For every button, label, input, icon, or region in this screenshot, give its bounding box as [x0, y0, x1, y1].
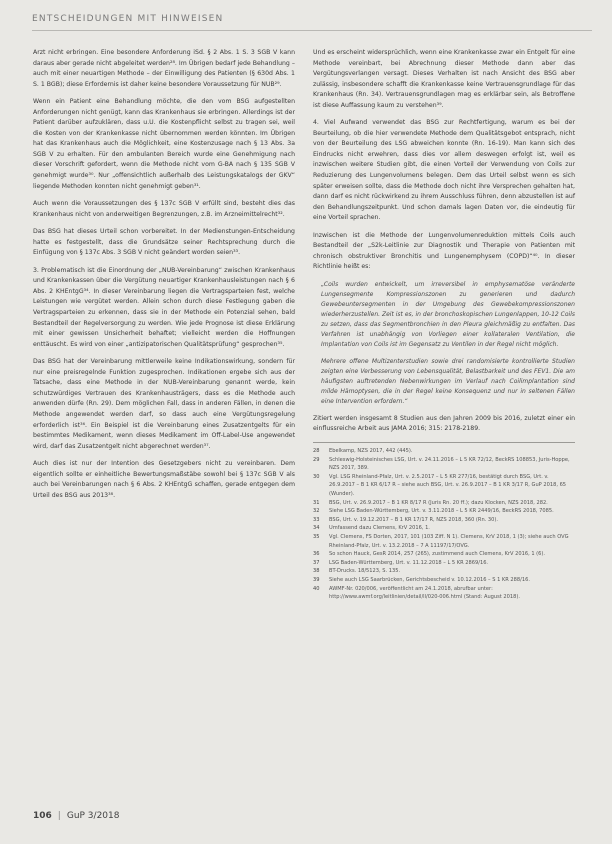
footnote-number: 35 — [313, 533, 320, 540]
footnote — [313, 499, 575, 508]
paragraph: Zitiert werden insgesamt 8 Studien aus den Jahren 2009 bis 2016, zuletzt einer ein einflussreiche Arbeit aus JAMA 2016; 315: 2178-2189. — [313, 414, 575, 433]
footnote-number: 38 — [313, 568, 320, 575]
footnote — [313, 456, 575, 473]
footnote-text: LSG Baden-Württemberg, Urt. v. 11.12.2018 – L 5 KR 2869/16. — [329, 559, 489, 566]
footnote-text: BT-Drucks. 18/5123, S. 135. — [329, 568, 401, 575]
guideline-quote: „Coils wurden entwickelt, um irreversibel in emphysematöse veränderte Lungensegmente Kompressionszonen zu generieren und dadurch Gewebeuntersegmenten in der Umgebung des Gewebekompressionszonen wiederherzustellen. Zeit ist es, in der bronchoskopischen Lungenlappen, 10-12 Coils zu setzen, dass das Segmentbronchien in den Pleura gleichmäßig zu entfalten. Das Verfahren ist unabhängig von Vorliegen einer kollateralen Ventilation, die Implantation von Coils ist im Gegensatz zu Ventilen in der Regel nicht möglich. — [321, 280, 575, 348]
footnote-number: 32 — [313, 508, 320, 515]
footnote-number: 39 — [313, 576, 320, 583]
footnote-number: 28 — [313, 448, 320, 455]
footnote-number: 30 — [313, 473, 320, 480]
footnote — [313, 524, 575, 533]
footnote — [313, 516, 575, 525]
footnote — [313, 533, 575, 550]
footnote — [313, 550, 575, 559]
footnote — [313, 585, 575, 602]
section-header: ENTSCHEIDUNGEN MIT HINWEISEN — [32, 14, 592, 31]
footnote-text: Vgl. LSG Rheinland-Pfalz, Urt. v. 2.5.2017 – L 5 KR 277/16, bestätigt durch BSG, Urt. v. 26.9.2017 – B 1 KR 6/17 R – siehe auch BSG, Urt. v. 26.9.2017 – B 1 KR 3/17 R, GuP 2018, 65 (Wunder). — [329, 473, 567, 497]
footnote-text: Siehe LSG Baden-Württemberg, Urt. v. 3.11.2018 – L 5 KR 2449/16, BeckRS 2018, 7085. — [329, 508, 554, 515]
paragraph: 4. Viel Aufwand verwendet das BSG zur Rechtfertigung, warum es bei der Beurteilung, ob die hier verwendete Methode dem Qualitätsgebot entsprach, nicht von der Beurteilung des LSG abweichen konnte (Rn. 16-19). Man kann sich des Eindrucks nicht erwehren, dass dies vor allem deswegen erfolgt ist, weil es inzwischen weitere Studien gibt, die einen Vorteil der Verwendung von Coils zur Reduzierung des Lungenvolumens belegen. Dem das Urteil selbst wenn es sich später erweisen sollte, dass die Methode doch nicht ihre Versprechen gehalten hat, dann darf es nicht rückwirkend zu ihrem Ausschluss führen, denn abzustellen ist auf den Behandlungszeitpunkt. Und schon damals lagen Daten vor, die eindeutig für eine Vorteil sprachen. — [313, 119, 575, 222]
footnote-number: 40 — [313, 585, 320, 592]
footnote-number: 31 — [313, 499, 320, 506]
paragraph: Das BSG hat dieses Urteil schon vorbereitet. In der Medienstungen-Entscheidung hatte es festgestellt, dass die Grundsätze seiner Rechtsprechung durch die Einfügung von § 137c Abs. 3 SGB V nicht geändert worden seien³³. — [33, 228, 295, 257]
footnote-number: 34 — [313, 525, 320, 532]
footnote — [313, 473, 575, 499]
paragraph: Inzwischen ist die Methode der Lungenvolumenreduktion mittels Coils auch Bestandteil der „S2k-Leitlinie zur Diagnostik und Therapie von Patienten mit chronisch obstruktiver Bronchitis und Lungenemphysem (COPD)“⁴⁰. In dieser Richtlinie heißt es: — [313, 231, 575, 271]
paragraph: Auch dies ist nur der Intention des Gesetzgebers nicht zu vereinbaren. Dem eigentlich sollte er einheitliche Bewertungsmaßstäbe sowohl bei § 137c SGB V als auch bei Vereinbarungen nach § 6 Abs. 2 KHEntgG schaffen, gerade entgegen dem Urteil des BSG aus 2013³⁸. — [33, 460, 295, 499]
footnote-number: 29 — [313, 456, 320, 463]
footnote-text: BSG, Urt. v. 19.12.2017 – B 1 KR 17/17 R, NZS 2018, 360 (Rn. 30). — [329, 516, 499, 523]
page-footer — [33, 811, 119, 821]
footnote-number: 33 — [313, 516, 320, 523]
footnotes — [313, 442, 575, 602]
paragraph: Wenn ein Patient eine Behandlung möchte, die den vom BSG aufgestellten Anforderungen nicht genügt, kann das Krankenhaus sie erbringen. Allerdings ist der Patient darüber aufzuklären, dass u.U. die Kostenpflicht selbst zu tragen sei, weil die Kosten von der Krankenkasse nicht übernommen werden könnten. Im Übrigen hat das Krankenhaus auch die Möglichkeit, eine Kostenzusage nach § 13 Abs. 3a SGB V zu erhalten. Für den ambulanten Bereich wurde eine Genehmigung nach dieser Vorschrift gefordert, wenn die Methode nicht vom G-BA nach § 135 SGB V genehmigt wurde³⁰. Nur „offensichtlich außerhalb des Leistungskatalogs der GKV“ liegende Methoden konnten nicht genehmigt geben³¹. — [33, 98, 295, 190]
paragraph: Das BSG hat der Vereinbarung mittlerweile keine Indikationswirkung, sondern für nur eine preisregelnde Funktion zugesprochen. Indikationen ergebe sich aus der Tatsache, dass eine Methode in der NUB-Vereinbarung genannt werde, kein schutzwürdiges Vertrauen des Krankenhausträgers, dass es die Methode auch anwenden dürfe (Rn. 29). Dem möglichen Fall, dass in anderen Fällen, in denen die Methode angewendet werden darf, so dass auch eine Vergütungsregelung erforderlich ist³⁶. Ein Beispiel ist die Vereinbarung eines Zusatzentgelts für ein bestimmtes Medikament, wenn dieses Medikament im Off-Label-Use angewendet wird, darf das Zusatzentgelt nicht abgerechnet werden³⁷. — [33, 358, 295, 450]
footnote-text: Umfassend dazu Clemens, KrV 2016, 1. — [329, 525, 430, 532]
paragraph: Auch wenn die Voraussetzungen des § 137c SGB V erfüllt sind, besteht dies das Krankenhaus nicht von anderweitigen Begrenzungen, z.B. im Arzneimittelrecht³². — [33, 200, 295, 218]
footnote-text: Schleswig-Holsteinisches LSG, Urt. v. 24.11.2016 – L 5 KR 72/12, BeckRS 108853, Juris-Hoppe, NZS 2017, 389. — [329, 456, 570, 472]
paragraph: Arzt nicht erbringen. Eine besondere Anforderung iSd. § 2 Abs. 1 S. 3 SGB V kann daraus aber gerade nicht abgeleitet werden²⁸. Im Übrigen bedarf jede Behandlung – auch mit einer neuartigen Methode – der Einwilligung des Patienten (§ 630d Abs. 1 S. 1 BGB); diese Erfordernis ist daher keine besondere Voraussetzung für NUB²⁹. — [33, 49, 295, 88]
footer-separator: | — [57, 811, 61, 821]
guideline-quote: Mehrere offene Multizenterstudien sowie drei randomisierte kontrollierte Studien zeigten eine Verbesserung von Lebensqualität, Belastbarkeit und des FEV1. Die am häufigsten auftretenden Nebenwirkungen im Verlauf nach Coilimplantation sind milde Hämoptysen, die in der Regel keine Konsequenz und nur in seltenen Fällen eine Intervention erfordern.“ — [321, 357, 575, 405]
footnote — [313, 559, 575, 568]
journal-issue: GuP 3/2018 — [66, 811, 120, 821]
footnote-text: BSG, Urt. v. 26.9.2017 – B 1 KR 8/17 R (Juris Rn. 20 ff.); dazu Klocken, NZS 2018, 282. — [329, 499, 548, 506]
footnote — [313, 576, 575, 585]
footnote-text: So schon Hauck, GesR 2014, 257 (265), zustimmend auch Clemens, KrV 2016, 1 (6). — [329, 551, 546, 558]
footnote-text: Ebelkamp, NZS 2017, 442 (445). — [329, 448, 413, 455]
right-column — [313, 48, 575, 602]
paragraph: Und es erscheint widersprüchlich, wenn eine Krankenkasse zwar ein Entgelt für eine Methode vereinbart, bei Abrechnung dieser Methode dann aber das Vergütungsverlangen versagt. Dieses Verhalten ist nach Ansicht des BSG aber zulässig, insbesondere schafft die Krankenkasse keine Vertrauensgrundlage für das Krankenhaus (Rn. 34). Vertrauensgrundlagen mag es erklärbar sein, als Betroffene ist diese Auffassung kaum zu verstehen³⁹. — [313, 49, 575, 109]
footnote-text: AWMF-Nr. 020/006, veröffentlicht am 24.1.2018, abrufbar unter: http://www.awmf.org/leitlinien/detail/ll/020-006.html (Stand: August 2018). — [329, 585, 520, 601]
footnote-number: 37 — [313, 559, 320, 566]
left-column — [33, 48, 295, 508]
footnote-text: Vgl. Clemens, FS Dorten, 2017, 101 (103 Ziff. N 1). Clemens, KrV 2018, 1 (3); siehe auch OVG Rheinland-Pfalz, Urt. v. 13.2.2018 – 7 A 11197/17/OVG. — [329, 533, 569, 549]
footnote — [313, 567, 575, 576]
footnote-text: Siehe auch LSG Saarbrücken, Gerichtsbescheid v. 10.12.2016 – S 1 KR 288/16. — [329, 576, 530, 583]
footnote — [313, 507, 575, 516]
footnote-number: 36 — [313, 551, 320, 558]
footnote — [313, 447, 575, 456]
page-number: 106 — [33, 811, 52, 821]
paragraph: 3. Problematisch ist die Einordnung der „NUB-Vereinbarung“ zwischen Krankenhaus und Krankenkassen über die Vergütung neuartiger Krankenhausleistungen nach § 6 Abs. 2 KHEntgG³⁴. In dieser Vereinbarung liegen die Vertragsparteien fest, welche Leistungen wie vergütet werden. Allein schon durch diese Festlegung gaben die Vertragsparteien zu erkennen, dass sie in der Methode ein Potenzial sehen, bald Bestandteil der Regelversorgung zu werden. Wie jede Prognose ist diese Erklärung mit einer gewissen Unsicherheit behaftet; vielleicht werden die Hoffnungen enttäuscht. Es wird von einer „antizipatorischen Qualitätsprüfung“ gesprochen³⁵. — [33, 266, 295, 348]
